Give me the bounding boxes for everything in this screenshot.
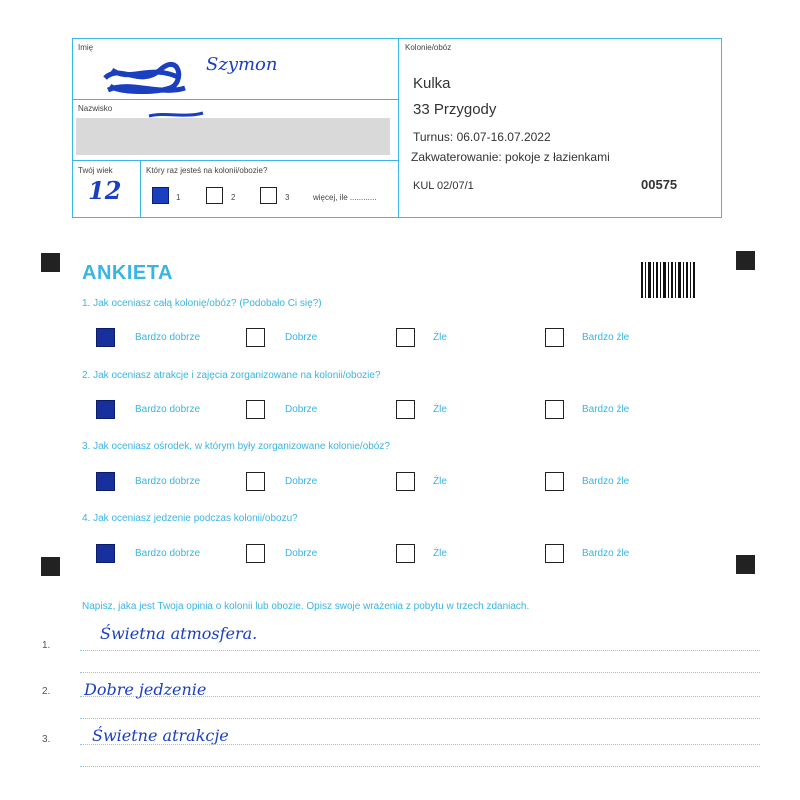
registration-marker [736,251,755,270]
q2-option-2-checkbox[interactable] [246,400,265,419]
age-label: Twój wiek [78,166,113,175]
dotted-line [80,744,760,745]
q4-option-3-checkbox[interactable] [396,544,415,563]
dotted-line [80,672,760,673]
name-value: Szymon [206,54,278,75]
q3-option-1-checkbox[interactable] [96,472,115,491]
q1-option-4-label: Bardzo źle [582,332,630,343]
q2-option-2-label: Dobrze [285,404,318,415]
times-label: Który raz jesteś na kolonii/obozie? [146,166,268,175]
q1-option-3-checkbox[interactable] [396,328,415,347]
q2-option-1-label: Bardzo dobrze [135,404,201,415]
line-number-1: 1. [42,640,51,651]
registration-marker [41,253,60,272]
q2-option-3-label: Źle [433,404,447,415]
opinion-answer-2: Dobre jedzenie [84,680,207,699]
q2-option-3-checkbox[interactable] [396,400,415,419]
header-line [72,99,398,100]
header-line [140,160,141,218]
q2-option-4-checkbox[interactable] [545,400,564,419]
dotted-line [80,718,760,719]
q1-option-4-checkbox[interactable] [545,328,564,347]
survey-title: ANKIETA [82,262,173,284]
q3-option-2-label: Dobrze [285,476,318,487]
q3-option-2-checkbox[interactable] [246,472,265,491]
times-option-1: 1 [176,193,181,202]
header-divider [398,38,399,218]
q4-option-1-checkbox[interactable] [96,544,115,563]
q4-option-2-label: Dobrze [285,548,318,559]
dotted-line [80,696,760,697]
q1-option-2-checkbox[interactable] [246,328,265,347]
question-2: 2. Jak oceniasz atrakcje i zajęcia zorganizowane na kolonii/obozie? [82,370,381,381]
q3-option-1-label: Bardzo dobrze [135,476,201,487]
opinion-answer-3: Świetne atrakcje [92,726,229,745]
accommodation: Zakwaterowanie: pokoje z łazienkami [411,150,610,164]
line-number-2: 2. [42,686,51,697]
q4-option-1-label: Bardzo dobrze [135,548,201,559]
surname-redaction [76,118,390,155]
turnus: Turnus: 06.07-16.07.2022 [413,130,551,144]
surname-label: Nazwisko [78,104,113,113]
times-option-3: 3 [285,193,290,202]
question-1: 1. Jak oceniasz całą kolonię/obóz? (Podobało Ci się?) [82,298,322,309]
q4-option-4-checkbox[interactable] [545,544,564,563]
age-value: 12 [88,176,122,205]
redaction-scribble [146,110,206,120]
camp-program: 33 Przygody [413,101,497,118]
times-checkbox-1[interactable] [152,187,169,204]
barcode [641,262,696,298]
q2-option-4-label: Bardzo źle [582,404,630,415]
question-4: 4. Jak oceniasz jedzenie podczas kolonii/obozu? [82,513,298,524]
question-3: 3. Jak oceniasz ośrodek, w którym były zorganizowane kolonie/obóz? [82,441,390,452]
times-checkbox-2[interactable] [206,187,223,204]
q4-option-4-label: Bardzo źle [582,548,630,559]
q3-option-3-label: Źle [433,476,447,487]
q2-option-1-checkbox[interactable] [96,400,115,419]
name-label: Imię [78,43,94,52]
opinion-answer-1: Świetna atmosfera. [100,624,258,643]
form-number: 00575 [641,177,678,192]
q3-option-4-checkbox[interactable] [545,472,564,491]
dotted-line [80,650,760,651]
line-number-3: 3. [42,734,51,745]
times-more: więcej, ile ............ [313,193,377,202]
registration-marker [41,557,60,576]
q4-option-3-label: Źle [433,548,447,559]
q1-option-1-checkbox[interactable] [96,328,115,347]
q3-option-3-checkbox[interactable] [396,472,415,491]
q1-option-1-label: Bardzo dobrze [135,332,201,343]
header-line [72,160,398,161]
opinion-prompt: Napisz, jaka jest Twoja opinia o kolonii lub obozie. Opisz swoje wrażenia z pobytu w trzech zdaniach. [82,601,530,612]
camp-name: Kulka [413,75,451,92]
registration-marker [736,555,755,574]
q1-option-2-label: Dobrze [285,332,318,343]
redaction-scribble [100,58,190,98]
camp-code: KUL 02/07/1 [413,180,474,192]
times-checkbox-3[interactable] [260,187,277,204]
q1-option-3-label: Źle [433,332,447,343]
dotted-line [80,766,760,767]
q4-option-2-checkbox[interactable] [246,544,265,563]
camp-label: Kolonie/obóz [405,43,452,52]
q3-option-4-label: Bardzo źle [582,476,630,487]
times-option-2: 2 [231,193,236,202]
